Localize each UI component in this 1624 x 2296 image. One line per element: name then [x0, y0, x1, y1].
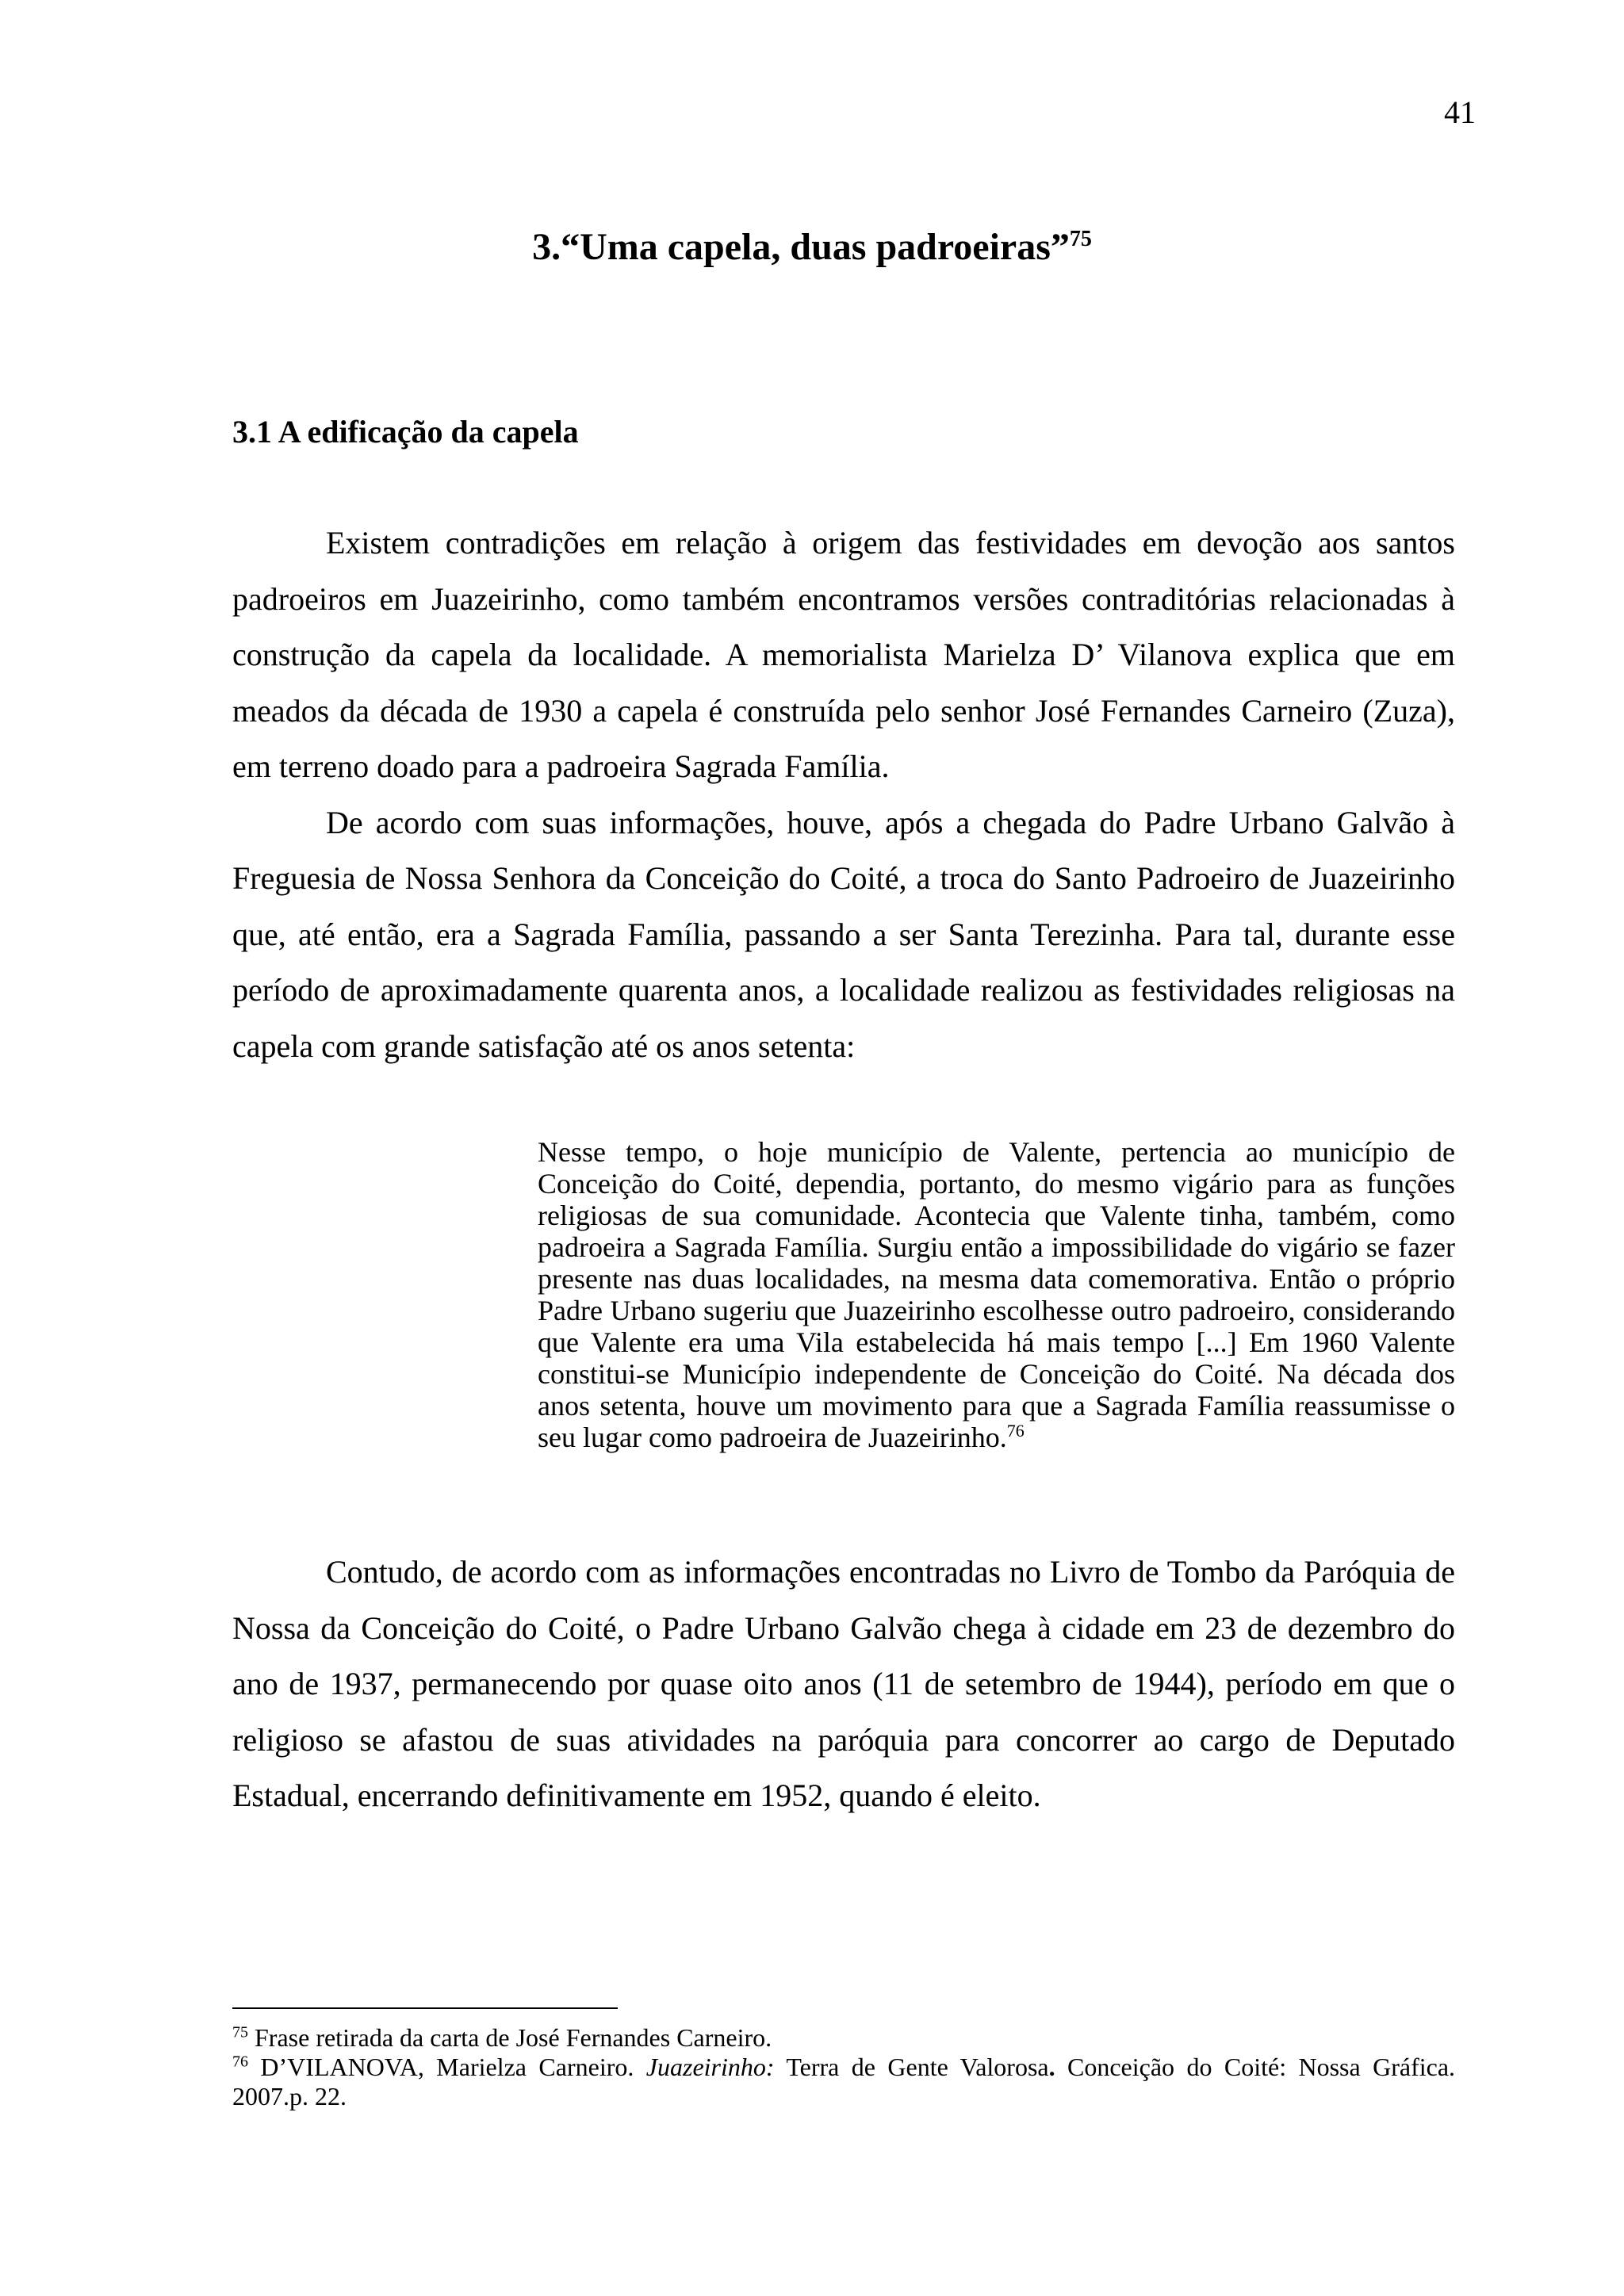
footnote-number: 75: [232, 2023, 248, 2042]
chapter-title: [0, 228, 1624, 266]
block-quote-text: Nesse tempo, o hoje município de Valente, pertencia ao município de Conceição do Coité, dependia, portanto, do mesmo vigário para as funções religiosas de sua comunidade. Acontecia que Valente tinha, também, como padroeira a Sagrada Família. Surgiu então a impossibilidade do vigário se fazer presente nas duas localidades, na mesma data comemorativa. Então o próprio Padre Urbano sugeriu que Juazeirinho escolhesse outro padroeiro, considerando que Valente era uma Vila estabelecida há mais tempo [...] Em 1960 Valente constitui-se Município independente de Conceição do Coité. Na década dos anos setenta, houve um movimento para que a Sagrada Família reassumisse o seu lugar como padroeira de Juazeirinho.: [538, 1136, 1455, 1453]
body-text-after-quote: [232, 1544, 1455, 1824]
footnote-76: [232, 2053, 1455, 2111]
footnote-bold-period: .: [1048, 2053, 1055, 2081]
page-number: 41: [1444, 94, 1476, 130]
footnote-author: D’VILANOVA, Marielza Carneiro.: [260, 2053, 646, 2081]
body-text-before-quote: [232, 515, 1455, 1074]
paragraph: Contudo, de acordo com as informações encontradas no Livro de Tombo da Paróquia de Nossa da Conceição do Coité, o Padre Urbano Galvão chega à cidade em 23 de dezembro do ano de 1937, permanecendo por quase oito anos (11 de setembro de 1944), período em que o religioso se afastou de suas atividades na paróquia para concorrer ao cargo de Deputado Estadual, encerrando definitivamente em 1952, quando é eleito.: [232, 1554, 1455, 1813]
footnote-separator: [232, 2007, 618, 2009]
paragraph: De acordo com suas informações, houve, após a chegada do Padre Urbano Galvão à Freguesia de Nossa Senhora da Conceição do Coité, a troca do Santo Padroeiro de Juazeirinho que, até então, era a Sagrada Família, passando a ser Santa Terezinha. Para tal, durante esse período de aproximadamente quarenta anos, a localidade realizou as festividades religiosas na capela com grande satisfação até os anos setenta:: [232, 804, 1455, 1064]
footnote-publication: Conceição do Coité: Nossa Gráfica. 2007.p. 22.: [232, 2053, 1456, 2110]
footnotes: [232, 2023, 1455, 2111]
section-heading: 3.1 A edificação da capela: [232, 414, 579, 450]
footnote-book-title: Juazeirinho:: [645, 2053, 775, 2081]
footnote-ref-75[interactable]: 75: [1069, 227, 1092, 251]
footnote-text: Frase retirada da carta de José Fernandes Carneiro.: [255, 2023, 772, 2052]
block-quote: [538, 1136, 1455, 1453]
footnote-ref-76[interactable]: 76: [1006, 1421, 1025, 1441]
footnote-75: [232, 2023, 1455, 2053]
chapter-title-text: 3.“Uma capela, duas padroeiras”: [532, 226, 1070, 268]
footnote-book-subtitle: Terra de Gente Valorosa: [774, 2053, 1049, 2081]
paragraph: Existem contradições em relação à origem das festividades em devoção aos santos padroeiros em Juazeirinho, como também encontramos versões contraditórias relacionadas à construção da capela da localidade. A memorialista Marielza D’ Vilanova explica que em meados da década de 1930 a capela é construída pelo senhor José Fernandes Carneiro (Zuza), em terreno doado para a padroeira Sagrada Família.: [232, 525, 1455, 784]
footnote-number: 76: [232, 2053, 248, 2071]
